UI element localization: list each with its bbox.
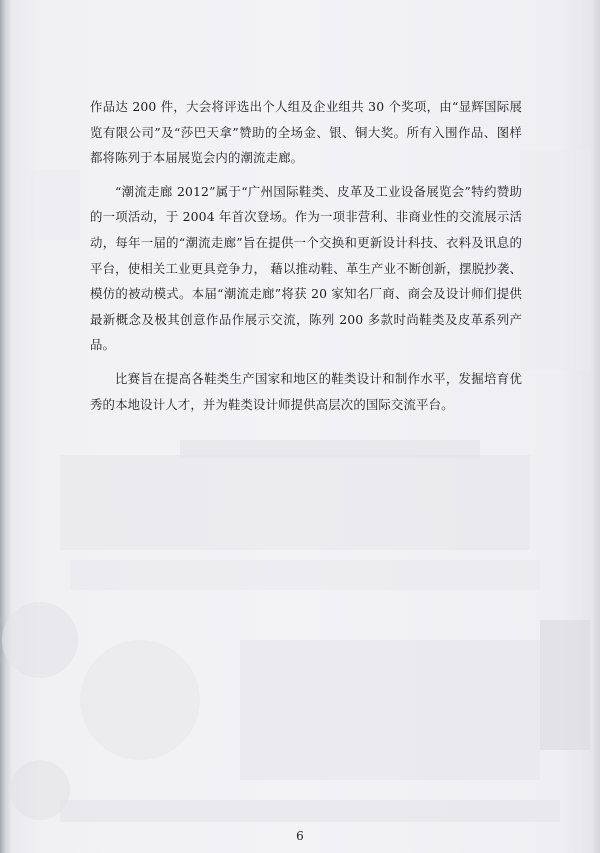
paragraph-1: 作品达 200 件，大会将评选出个人组及企业组共 30 个奖项，由“显辉国际展览有限公司”及“莎巴天拿”赞助的全场金、银、铜大奖。所有入围作品、图样都将陈列于本届展览会内的潮流走廊。 — [90, 99, 522, 166]
paragraph-3: 比赛旨在提高各鞋类生产国家和地区的鞋类设计和制作水平，发掘培育优秀的本地设计人才，并为鞋类设计师提供高层次的国际交流平台。 — [90, 370, 522, 412]
article-body — [90, 94, 522, 425]
paragraph-2: “潮流走廊 2012”属于“广州国际鞋类、皮革及工业设备展览会”特约赞助的一项活动，于 2004 年首次登场。作为一项非营利、非商业性的交流展示活动，每年一届的“潮流走廊”旨在提供一个交换和更新设计科技、衣料及讯息的平台，使相关工业更具竞争力， 藉以推动鞋、革生产业不断创新，摆脱抄袭、模仿的被动模式。本届“潮流走廊”将获 20 家知名厂商、商会及设计师们提供最新概念及极其创意作品作展示交流，陈列 200 多款时尚鞋类及皮革系列产品。 — [90, 183, 522, 353]
page-number: 6 — [296, 829, 304, 843]
